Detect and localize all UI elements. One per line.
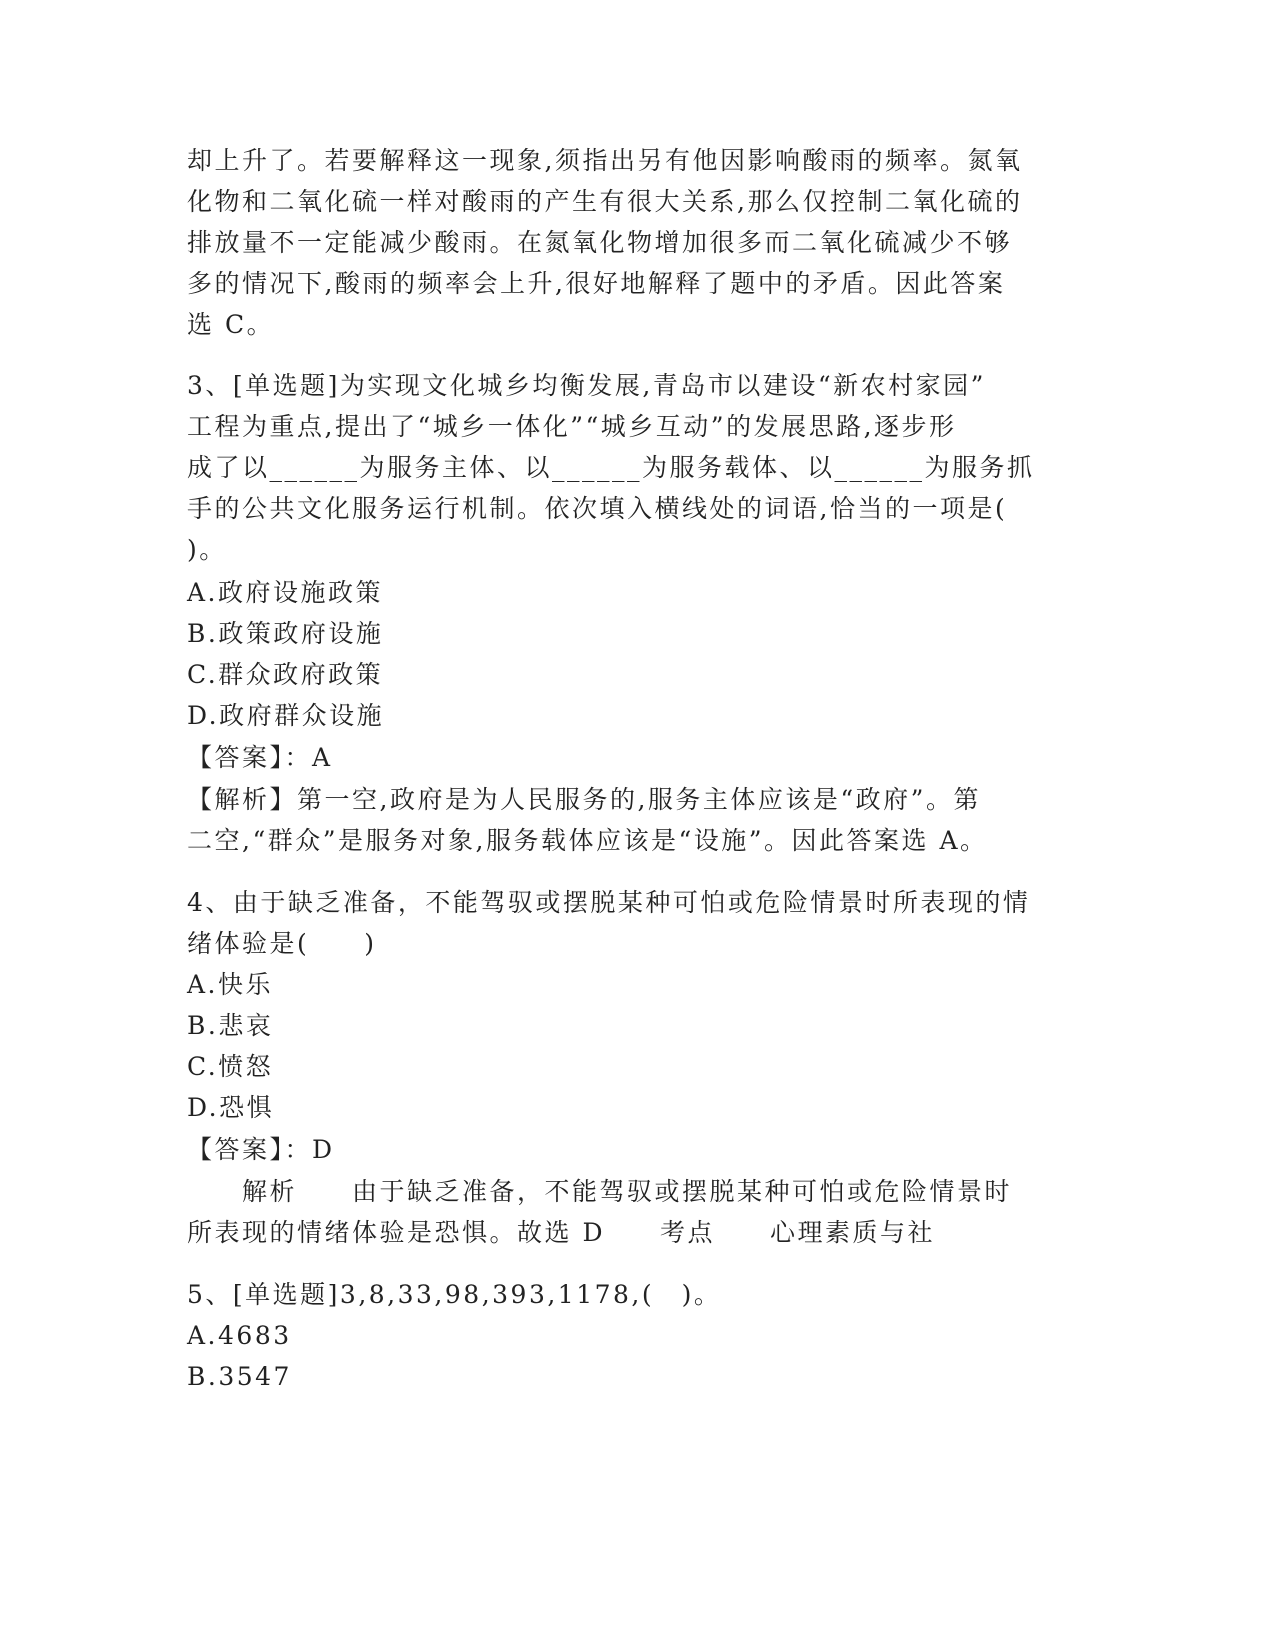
q5-option-b: B.3547 — [187, 1362, 292, 1391]
q3-answer: 【答案】：A — [187, 743, 333, 772]
prev-explanation-line: 化物和二氧化硫一样对酸雨的产生有很大关系,那么仅控制二氧化硫的 — [187, 187, 1023, 216]
prev-explanation-line: 却上升了。若要解释这一现象,须指出另有他因影响酸雨的频率。氮氧 — [187, 146, 1023, 175]
q4-option-d: D.恐惧 — [187, 1093, 275, 1122]
q3-option-d: D.政府群众设施 — [187, 701, 385, 730]
q3-question-line: )。 — [187, 535, 227, 564]
q4-explanation-line: 解析 由于缺乏准备，不能驾驭或摆脱某种可怕或危险情景时 — [187, 1177, 1013, 1206]
prev-explanation-line: 排放量不一定能减少酸雨。在氮氧化物增加很多而二氧化硫减少不够 — [187, 228, 1013, 257]
q5-question-line: 5、[单选题]3,8,33,98,393,1178,( )。 — [187, 1280, 722, 1309]
q3-question-line: 手的公共文化服务运行机制。依次填入横线处的词语,恰当的一项是( — [187, 494, 1008, 523]
q4-explanation-line: 所表现的情绪体验是恐惧。故选 D 考点 心理素质与社 — [187, 1218, 935, 1247]
prev-explanation-line: 选 C。 — [187, 310, 275, 339]
prev-explanation-line: 多的情况下,酸雨的频率会上升,很好地解释了题中的矛盾。因此答案 — [187, 269, 1006, 298]
q3-explanation-line: 二空,“群众”是服务对象,服务载体应该是“设施”。因此答案选 A。 — [187, 826, 988, 855]
q4-option-c: C.愤怒 — [187, 1052, 274, 1081]
q3-question-line: 工程为重点,提出了“城乡一体化”“城乡互动”的发展思路,逐步形 — [187, 412, 957, 441]
q4-question-line: 4、由于缺乏准备，不能驾驭或摆脱某种可怕或危险情景时所表现的情 — [187, 888, 1031, 917]
q5-option-a: A.4683 — [187, 1321, 292, 1350]
q3-explanation-line: 【解析】第一空,政府是为人民服务的,服务主体应该是“政府”。第 — [187, 785, 981, 814]
q3-question-line: 3、[单选题]为实现文化城乡均衡发展,青岛市以建设“新农村家园” — [187, 371, 986, 400]
q3-question-line: 成了以______为服务主体、以______为服务载体、以______为服务抓 — [187, 453, 1035, 482]
q3-option-b: B.政策政府设施 — [187, 619, 384, 648]
q3-option-a: A.政府设施政策 — [187, 578, 384, 607]
q3-option-c: C.群众政府政策 — [187, 660, 384, 689]
q4-option-a: A.快乐 — [187, 970, 274, 999]
q4-question-line: 绪体验是( ) — [187, 929, 377, 958]
q4-option-b: B.悲哀 — [187, 1011, 274, 1040]
q4-answer: 【答案】：D — [187, 1135, 335, 1164]
